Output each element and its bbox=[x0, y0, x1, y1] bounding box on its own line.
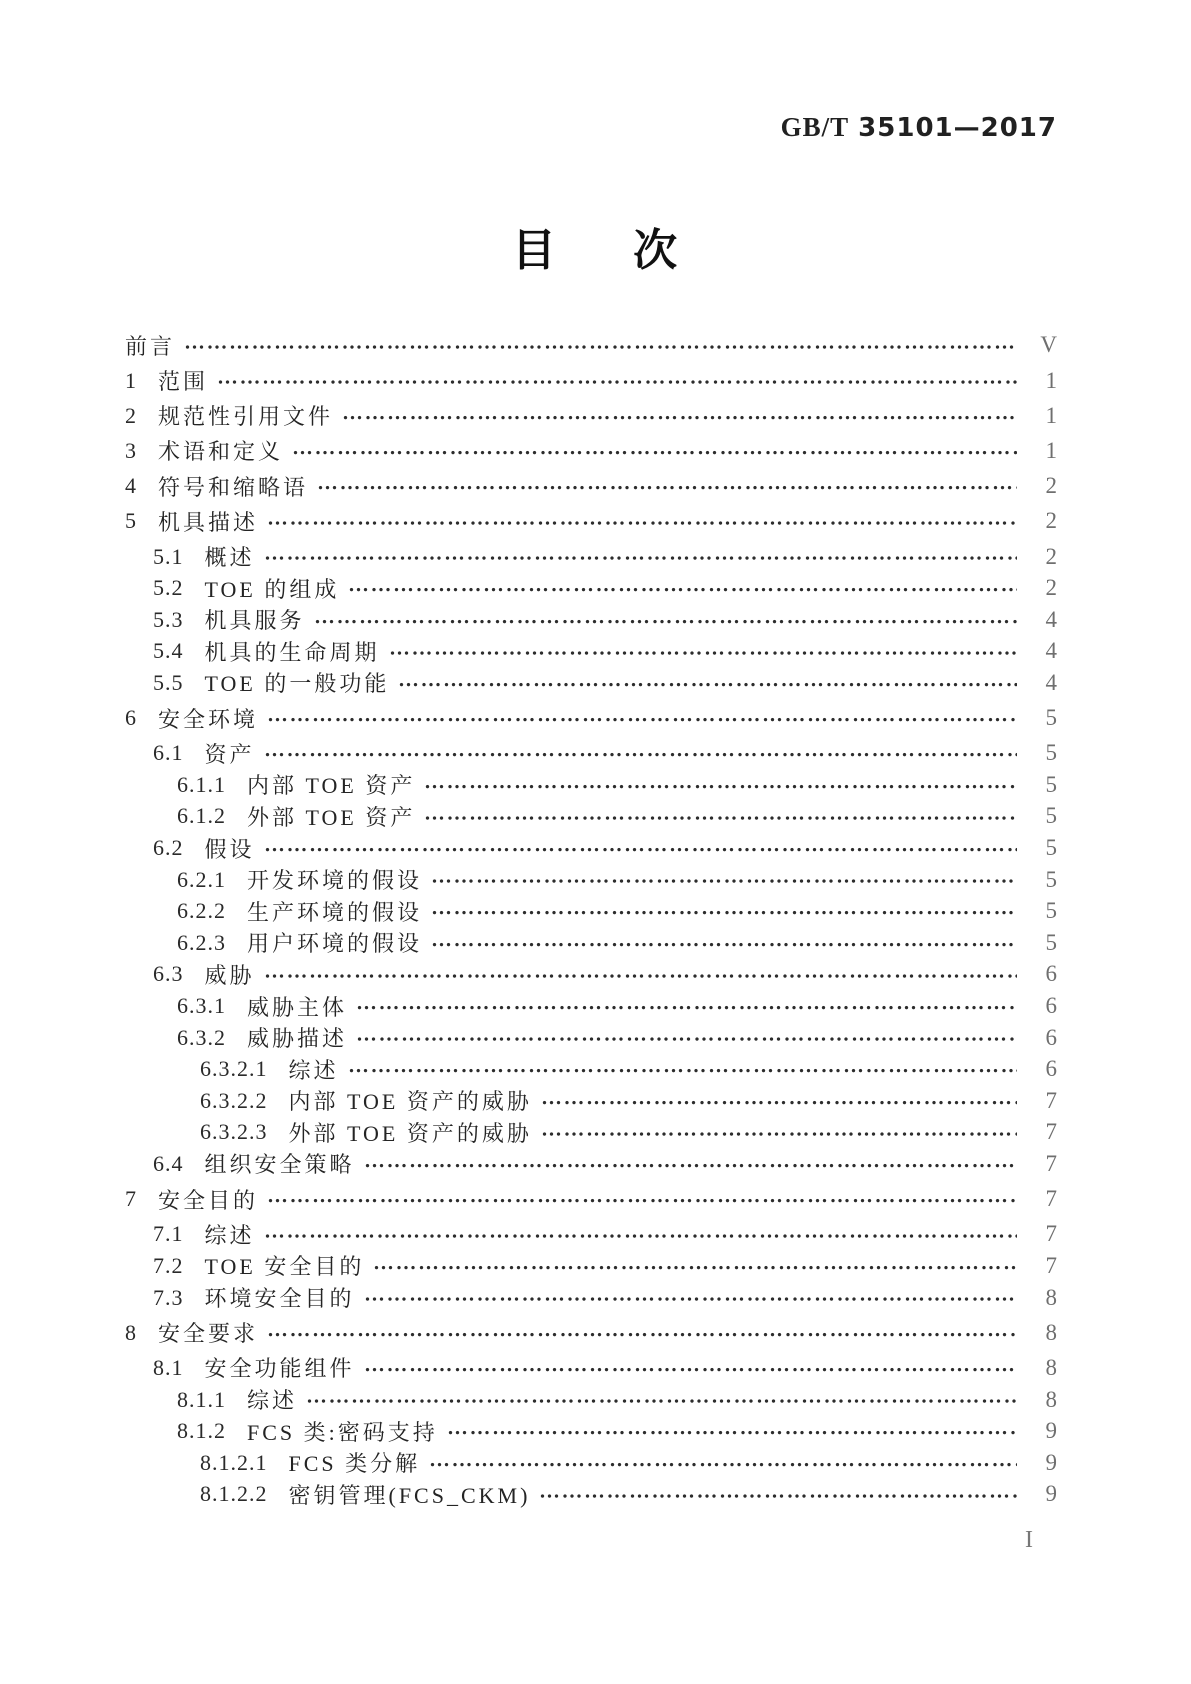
toc-entry-number: 6 bbox=[125, 705, 137, 731]
toc-leader-dots bbox=[342, 400, 1017, 432]
toc-entry bbox=[125, 667, 1057, 699]
standard-number bbox=[781, 112, 1057, 143]
toc-entry-label: TOE 的一般功能 bbox=[204, 671, 390, 697]
toc-entry bbox=[125, 737, 1057, 769]
toc-entry bbox=[125, 1479, 1057, 1511]
toc-entry bbox=[125, 365, 1057, 397]
toc-leader-dots bbox=[317, 470, 1017, 502]
toc-entry-label: 综述 bbox=[247, 1388, 298, 1414]
toc-entry-page: 2 bbox=[1045, 508, 1057, 534]
toc-entry-page: 5 bbox=[1045, 866, 1057, 892]
toc-entry-number: 6.1 bbox=[153, 740, 184, 766]
toc-leader-dots bbox=[431, 927, 1017, 959]
toc-entry-label: 威胁 bbox=[204, 962, 255, 988]
toc-entry-page: 4 bbox=[1045, 669, 1057, 695]
toc-leader-dots bbox=[429, 1447, 1017, 1479]
toc-entry bbox=[125, 927, 1057, 959]
toc-entry bbox=[125, 1352, 1057, 1384]
toc-entry-number: 6.3.2.1 bbox=[200, 1056, 268, 1082]
toc-entry-page: 9 bbox=[1045, 1449, 1057, 1475]
toc-entry-label: FCS 类分解 bbox=[288, 1451, 421, 1477]
toc-entry-page: 7 bbox=[1045, 1087, 1057, 1113]
toc-leader-dots bbox=[447, 1415, 1017, 1447]
toc-entry-number: 8.1.2 bbox=[177, 1418, 226, 1444]
toc-entry bbox=[125, 769, 1057, 801]
toc-entry-label: 机具服务 bbox=[204, 608, 305, 634]
toc-entry bbox=[125, 1384, 1057, 1416]
toc-entry-number: 7.1 bbox=[153, 1221, 184, 1247]
standard-code: 35101—2017 bbox=[858, 113, 1057, 143]
toc-entry-number: 6.1.2 bbox=[177, 803, 226, 829]
toc-entry-page: 8 bbox=[1045, 1319, 1057, 1345]
toc-entry bbox=[125, 801, 1057, 833]
toc-entry-label: 密钥管理(FCS_CKM) bbox=[288, 1482, 531, 1508]
toc-entry bbox=[125, 1282, 1057, 1314]
toc-entry-number: 6.2.2 bbox=[177, 898, 226, 924]
toc-leader-dots bbox=[541, 1085, 1017, 1117]
toc-leader-dots bbox=[424, 769, 1017, 801]
toc-entry-label: 综述 bbox=[288, 1057, 339, 1083]
toc-entry-label: 生产环境的假设 bbox=[247, 899, 423, 925]
toc-entry-label: 规范性引用文件 bbox=[158, 404, 334, 430]
toc-entry-label: 组织安全策略 bbox=[204, 1152, 355, 1178]
toc-entry-label: 用户环境的假设 bbox=[247, 931, 423, 957]
toc-entry bbox=[125, 470, 1057, 502]
toc-entry-label: 威胁主体 bbox=[247, 994, 348, 1020]
toc-leader-dots bbox=[264, 541, 1017, 573]
toc-entry-number: 8.1 bbox=[153, 1354, 184, 1380]
toc-leader-dots bbox=[217, 365, 1017, 397]
toc-entry-number: 6.3.2.2 bbox=[200, 1087, 268, 1113]
toc-entry bbox=[125, 1117, 1057, 1149]
toc-entry-label: 资产 bbox=[204, 741, 255, 767]
toc-entry-label: 环境安全目的 bbox=[204, 1286, 355, 1312]
toc-entry-label: 机具描述 bbox=[158, 509, 259, 535]
toc-entry bbox=[125, 1219, 1057, 1251]
toc-leader-dots bbox=[348, 1053, 1017, 1085]
toc-entry-number: 6.3.2 bbox=[177, 1024, 226, 1050]
toc-entry-page: 5 bbox=[1045, 835, 1057, 861]
toc-entry-number: 5.1 bbox=[153, 543, 184, 569]
toc-entry-label: 安全环境 bbox=[158, 706, 259, 732]
toc-entry-page: 6 bbox=[1045, 1056, 1057, 1082]
toc-entry-number: 5.3 bbox=[153, 606, 184, 632]
toc-entry-page: 6 bbox=[1045, 993, 1057, 1019]
toc-leader-dots bbox=[431, 864, 1017, 896]
toc-entry-label: 综述 bbox=[204, 1222, 255, 1248]
toc-entry bbox=[125, 435, 1057, 467]
toc-entry-page: 6 bbox=[1045, 961, 1057, 987]
toc-entry-label: 威胁描述 bbox=[247, 1026, 348, 1052]
toc-leader-dots bbox=[364, 1282, 1017, 1314]
toc-entry-page: 7 bbox=[1045, 1252, 1057, 1278]
toc-entry-page: 1 bbox=[1045, 437, 1057, 463]
toc-list bbox=[125, 326, 1057, 1510]
toc-entry-label: 安全要求 bbox=[158, 1321, 259, 1347]
toc-entry bbox=[125, 990, 1057, 1022]
toc-entry-number: 6.2.1 bbox=[177, 866, 226, 892]
toc-entry bbox=[125, 832, 1057, 864]
toc-entry-number: 6.3 bbox=[153, 961, 184, 987]
toc-entry-number: 6.2 bbox=[153, 835, 184, 861]
toc-entry bbox=[125, 400, 1057, 432]
folio-page-number: I bbox=[1025, 1527, 1033, 1553]
toc-entry-number: 2 bbox=[125, 402, 137, 428]
toc-entry-number: 8 bbox=[125, 1319, 137, 1345]
toc-entry bbox=[125, 1447, 1057, 1479]
toc-leader-dots bbox=[306, 1384, 1017, 1416]
toc-leader-dots bbox=[264, 1219, 1017, 1251]
toc-leader-dots bbox=[431, 895, 1017, 927]
toc-leader-dots bbox=[267, 1183, 1017, 1215]
toc-entry-page: 5 bbox=[1045, 929, 1057, 955]
toc-entry-number: 8.1.2.2 bbox=[200, 1481, 268, 1507]
toc-entry-page: 9 bbox=[1045, 1481, 1057, 1507]
toc-entry-page: 5 bbox=[1045, 803, 1057, 829]
toc-leader-dots bbox=[389, 636, 1017, 668]
toc-entry-page: 7 bbox=[1045, 1150, 1057, 1176]
toc-entry-page: 2 bbox=[1045, 473, 1057, 499]
toc-entry-label: 术语和定义 bbox=[158, 439, 284, 465]
toc-leader-dots bbox=[184, 330, 1017, 362]
toc-leader-dots bbox=[356, 990, 1017, 1022]
toc-entry-label: 范围 bbox=[158, 369, 209, 395]
toc-entry bbox=[125, 959, 1057, 991]
toc-entry-label: 安全目的 bbox=[158, 1187, 259, 1213]
toc-entry-number: 6.3.2.3 bbox=[200, 1119, 268, 1145]
toc-entry bbox=[125, 604, 1057, 636]
toc-entry-page: 5 bbox=[1045, 705, 1057, 731]
toc-entry-number: 8.1.1 bbox=[177, 1386, 226, 1412]
toc-entry-label: 概述 bbox=[204, 545, 255, 571]
toc-entry-page: 8 bbox=[1045, 1354, 1057, 1380]
toc-entry-label: 假设 bbox=[204, 836, 255, 862]
toc-entry-number: 8.1.2.1 bbox=[200, 1449, 268, 1475]
page-title: 目 次 bbox=[511, 225, 680, 276]
toc-entry-number: 5 bbox=[125, 508, 137, 534]
toc-leader-dots bbox=[267, 1317, 1017, 1349]
toc-entry-page: 7 bbox=[1045, 1119, 1057, 1145]
toc-entry-page: 9 bbox=[1045, 1418, 1057, 1444]
toc-entry-number: 6.3.1 bbox=[177, 993, 226, 1019]
toc-entry-page: 1 bbox=[1045, 367, 1057, 393]
toc-leader-dots bbox=[424, 801, 1017, 833]
toc-entry-label: TOE 的组成 bbox=[204, 576, 340, 602]
toc-entry-number: 5.4 bbox=[153, 638, 184, 664]
toc-entry-number: 7.3 bbox=[153, 1284, 184, 1310]
toc-leader-dots bbox=[541, 1117, 1017, 1149]
toc-entry-label: 机具的生命周期 bbox=[204, 639, 380, 665]
toc-entry-page: 6 bbox=[1045, 1024, 1057, 1050]
toc-entry bbox=[125, 330, 1057, 362]
toc-leader-dots bbox=[292, 435, 1017, 467]
toc-entry-number: 1 bbox=[125, 367, 137, 393]
toc-entry-number: 7 bbox=[125, 1186, 137, 1212]
toc-entry-label: FCS 类:密码支持 bbox=[247, 1419, 438, 1445]
toc-entry-number: 6.4 bbox=[153, 1150, 184, 1176]
toc-leader-dots bbox=[539, 1479, 1017, 1511]
toc-entry bbox=[125, 1183, 1057, 1215]
toc-entry-page: 4 bbox=[1045, 638, 1057, 664]
toc-entry-page: 8 bbox=[1045, 1284, 1057, 1310]
toc-entry-label: 符号和缩略语 bbox=[158, 474, 309, 500]
toc-leader-dots bbox=[364, 1148, 1017, 1180]
toc-entry-page: 7 bbox=[1045, 1221, 1057, 1247]
toc-entry bbox=[125, 1085, 1057, 1117]
toc-leader-dots bbox=[373, 1250, 1017, 1282]
toc-entry-label: 前言 bbox=[125, 333, 176, 359]
toc-entry bbox=[125, 1022, 1057, 1054]
toc-entry-page: V bbox=[1040, 332, 1057, 358]
toc-entry-page: 2 bbox=[1045, 543, 1057, 569]
toc-leader-dots bbox=[267, 506, 1017, 538]
toc-entry bbox=[125, 541, 1057, 573]
toc-leader-dots bbox=[348, 572, 1017, 604]
toc-entry bbox=[125, 1250, 1057, 1282]
toc-entry bbox=[125, 1317, 1057, 1349]
toc-entry-page: 1 bbox=[1045, 402, 1057, 428]
toc-entry-page: 2 bbox=[1045, 575, 1057, 601]
toc-leader-dots bbox=[398, 667, 1017, 699]
toc-entry-label: TOE 安全目的 bbox=[204, 1254, 365, 1280]
toc-entry bbox=[125, 1415, 1057, 1447]
toc-entry bbox=[125, 702, 1057, 734]
toc-entry-label: 开发环境的假设 bbox=[247, 868, 423, 894]
toc-entry bbox=[125, 636, 1057, 668]
toc-entry-page: 4 bbox=[1045, 606, 1057, 632]
toc-entry-page: 5 bbox=[1045, 771, 1057, 797]
toc-leader-dots bbox=[356, 1022, 1017, 1054]
toc-entry bbox=[125, 895, 1057, 927]
toc-entry bbox=[125, 506, 1057, 538]
toc-leader-dots bbox=[264, 832, 1017, 864]
toc-leader-dots bbox=[267, 702, 1017, 734]
toc-entry-page: 5 bbox=[1045, 898, 1057, 924]
toc-leader-dots bbox=[264, 737, 1017, 769]
toc-leader-dots bbox=[314, 604, 1017, 636]
toc-entry-label: 内部 TOE 资产 bbox=[247, 773, 416, 799]
toc-entry-number: 4 bbox=[125, 473, 137, 499]
toc-entry-label: 外部 TOE 资产的威胁 bbox=[288, 1120, 532, 1146]
toc-entry-label: 外部 TOE 资产 bbox=[247, 804, 416, 830]
toc-entry-page: 5 bbox=[1045, 740, 1057, 766]
standard-prefix: GB/T bbox=[780, 112, 850, 142]
toc-entry-label: 内部 TOE 资产的威胁 bbox=[288, 1089, 532, 1115]
toc-entry-number: 3 bbox=[125, 437, 137, 463]
toc-entry-number: 7.2 bbox=[153, 1252, 184, 1278]
toc-entry-number: 6.2.3 bbox=[177, 929, 226, 955]
toc-leader-dots bbox=[364, 1352, 1017, 1384]
toc-entry-number: 6.1.1 bbox=[177, 771, 226, 797]
toc-entry-page: 8 bbox=[1045, 1386, 1057, 1412]
toc-entry bbox=[125, 864, 1057, 896]
toc-entry-number: 5.5 bbox=[153, 669, 184, 695]
toc-entry-label: 安全功能组件 bbox=[204, 1356, 355, 1382]
toc-entry-number: 5.2 bbox=[153, 575, 184, 601]
toc-entry bbox=[125, 1053, 1057, 1085]
toc-entry-page: 7 bbox=[1045, 1186, 1057, 1212]
toc-entry bbox=[125, 1148, 1057, 1180]
toc-entry bbox=[125, 572, 1057, 604]
toc-leader-dots bbox=[264, 959, 1017, 991]
